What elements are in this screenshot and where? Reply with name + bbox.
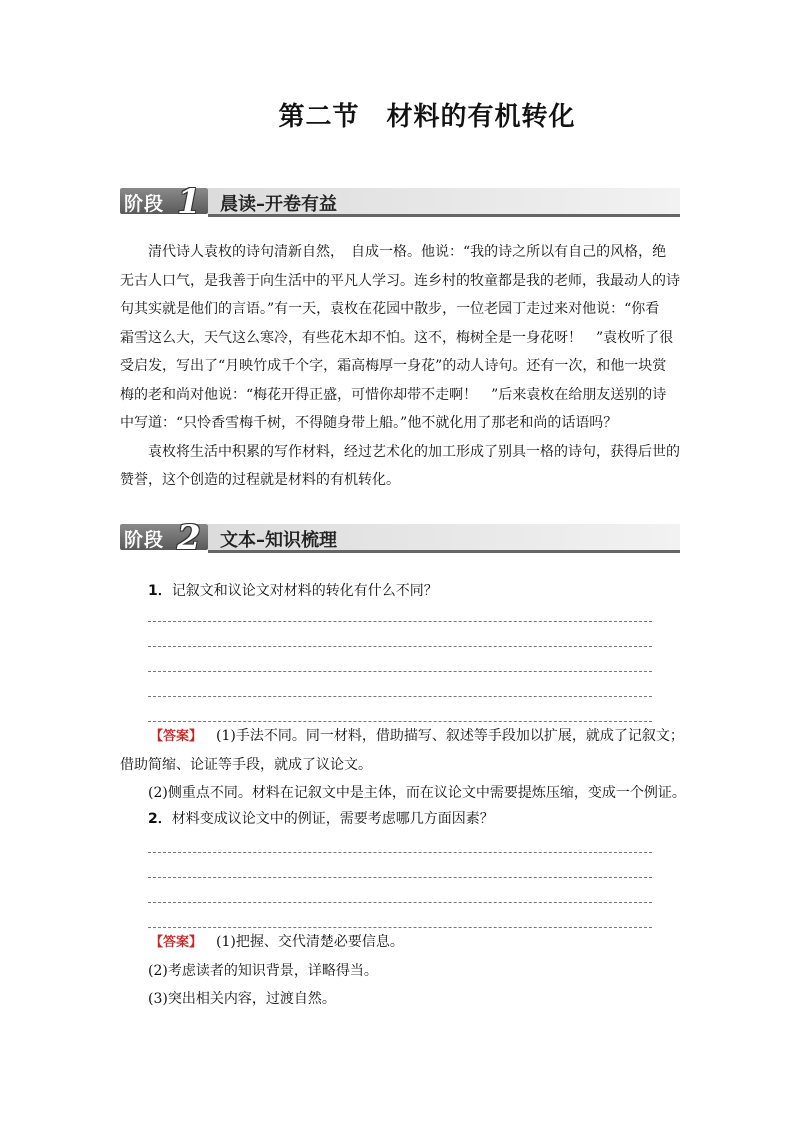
answer-lines-2[interactable] xyxy=(148,828,652,928)
text-line: 句其实就是他们的言语。”有一天，袁枚在花园中散步，一位老园丁走过来对他说：“你看 xyxy=(120,301,660,317)
stage-2-header xyxy=(120,518,680,558)
intro-paragraph-2 xyxy=(120,438,680,495)
answer-2 xyxy=(120,928,680,1013)
answer-line[interactable] xyxy=(148,597,652,622)
answer-row: (2)侧重点不同。材料在记叙文中是主体，而在议论文中需要提炼压缩，变成一个例证。 xyxy=(148,785,686,801)
answer-line[interactable] xyxy=(148,622,652,647)
answer-row: (2)考虑读者的知识背景，详略得当。 xyxy=(148,963,378,979)
stage-1-header xyxy=(120,182,680,222)
answer-lines-1[interactable] xyxy=(148,597,652,722)
stage-tag-label: 阶段 xyxy=(124,529,165,551)
question-number: 1． xyxy=(148,583,172,599)
intro-reading xyxy=(120,238,680,495)
text-line: 霜雪这么大，天气这么寒冷，有些花木却不怕。这不，梅树全是一身花呀！ ”袁枚听了很 xyxy=(120,329,674,346)
answer-text: (1)手法不同。同一材料，借助描写、叙述等手段加以扩展，就成了记叙文； xyxy=(216,728,684,744)
answer-1 xyxy=(120,722,686,807)
answer-label: 【答案】 xyxy=(150,729,203,744)
text-line: 清代诗人袁枚的诗句清新自然， 自成一格。他说：“我的诗之所以有自己的风格，绝 xyxy=(148,244,667,260)
text-line: 受启发，写出了“月映竹成千个字，霜高梅厚一身花”的动人诗句。还有一次，和他一块赏 xyxy=(120,358,667,374)
answer-text: (1)把握、交代清楚必要信息。 xyxy=(216,934,404,950)
stage-title: 晨读–开卷有益 xyxy=(220,194,337,215)
answer-row xyxy=(120,722,684,751)
answer-label: 【答案】 xyxy=(150,935,203,950)
stage-number: 2 xyxy=(177,518,201,558)
question-text: 记叙文和议论文对材料的转化有什么不同？ xyxy=(171,583,438,599)
text-line: 袁枚将生活中积累的写作材料，经过艺术化的加工形成了别具一格的诗句，获得后世的 xyxy=(148,443,680,460)
answer-line[interactable] xyxy=(148,828,652,853)
answer-line[interactable] xyxy=(148,878,652,903)
answer-row: (3)突出相关内容，过渡自然。 xyxy=(148,991,336,1007)
answer-line[interactable] xyxy=(148,853,652,878)
question-text: 材料变成议论文中的例证，需要考虑哪几方面因素？ xyxy=(171,811,494,827)
text-line: 中写道：“只怜香雪梅千树，不得随身带上船。”他不就化用了那老和尚的话语吗？ xyxy=(120,415,618,431)
text-line: 梅的老和尚对他说：“梅花开得正盛，可惜你却带不走啊！ ”后来袁枚在给朋友送别的诗 xyxy=(120,386,667,403)
stage-title: 文本–知识梳理 xyxy=(220,530,337,551)
answer-line[interactable] xyxy=(148,697,652,722)
intro-paragraph-1 xyxy=(120,238,680,438)
answer-line[interactable] xyxy=(148,903,652,928)
answer-line[interactable] xyxy=(148,647,652,672)
page-title: 第二节 材料的有机转化 xyxy=(278,102,576,132)
question-number: 2． xyxy=(148,811,172,827)
text-line: 赞誉，这个创造的过程就是材料的有机转化。 xyxy=(120,472,400,488)
question-2 xyxy=(148,808,494,828)
stage-number: 1 xyxy=(177,182,201,222)
answer-row xyxy=(120,928,680,957)
answer-row: 借助简缩、论证等手段，就成了议论文。 xyxy=(120,757,372,773)
answer-line[interactable] xyxy=(148,672,652,697)
stage-tag-label: 阶段 xyxy=(124,193,165,215)
text-line: 无古人口气，是我善于向生活中的平凡人学习。连乡村的牧童都是我的老师，我最动人的诗 xyxy=(120,272,680,289)
